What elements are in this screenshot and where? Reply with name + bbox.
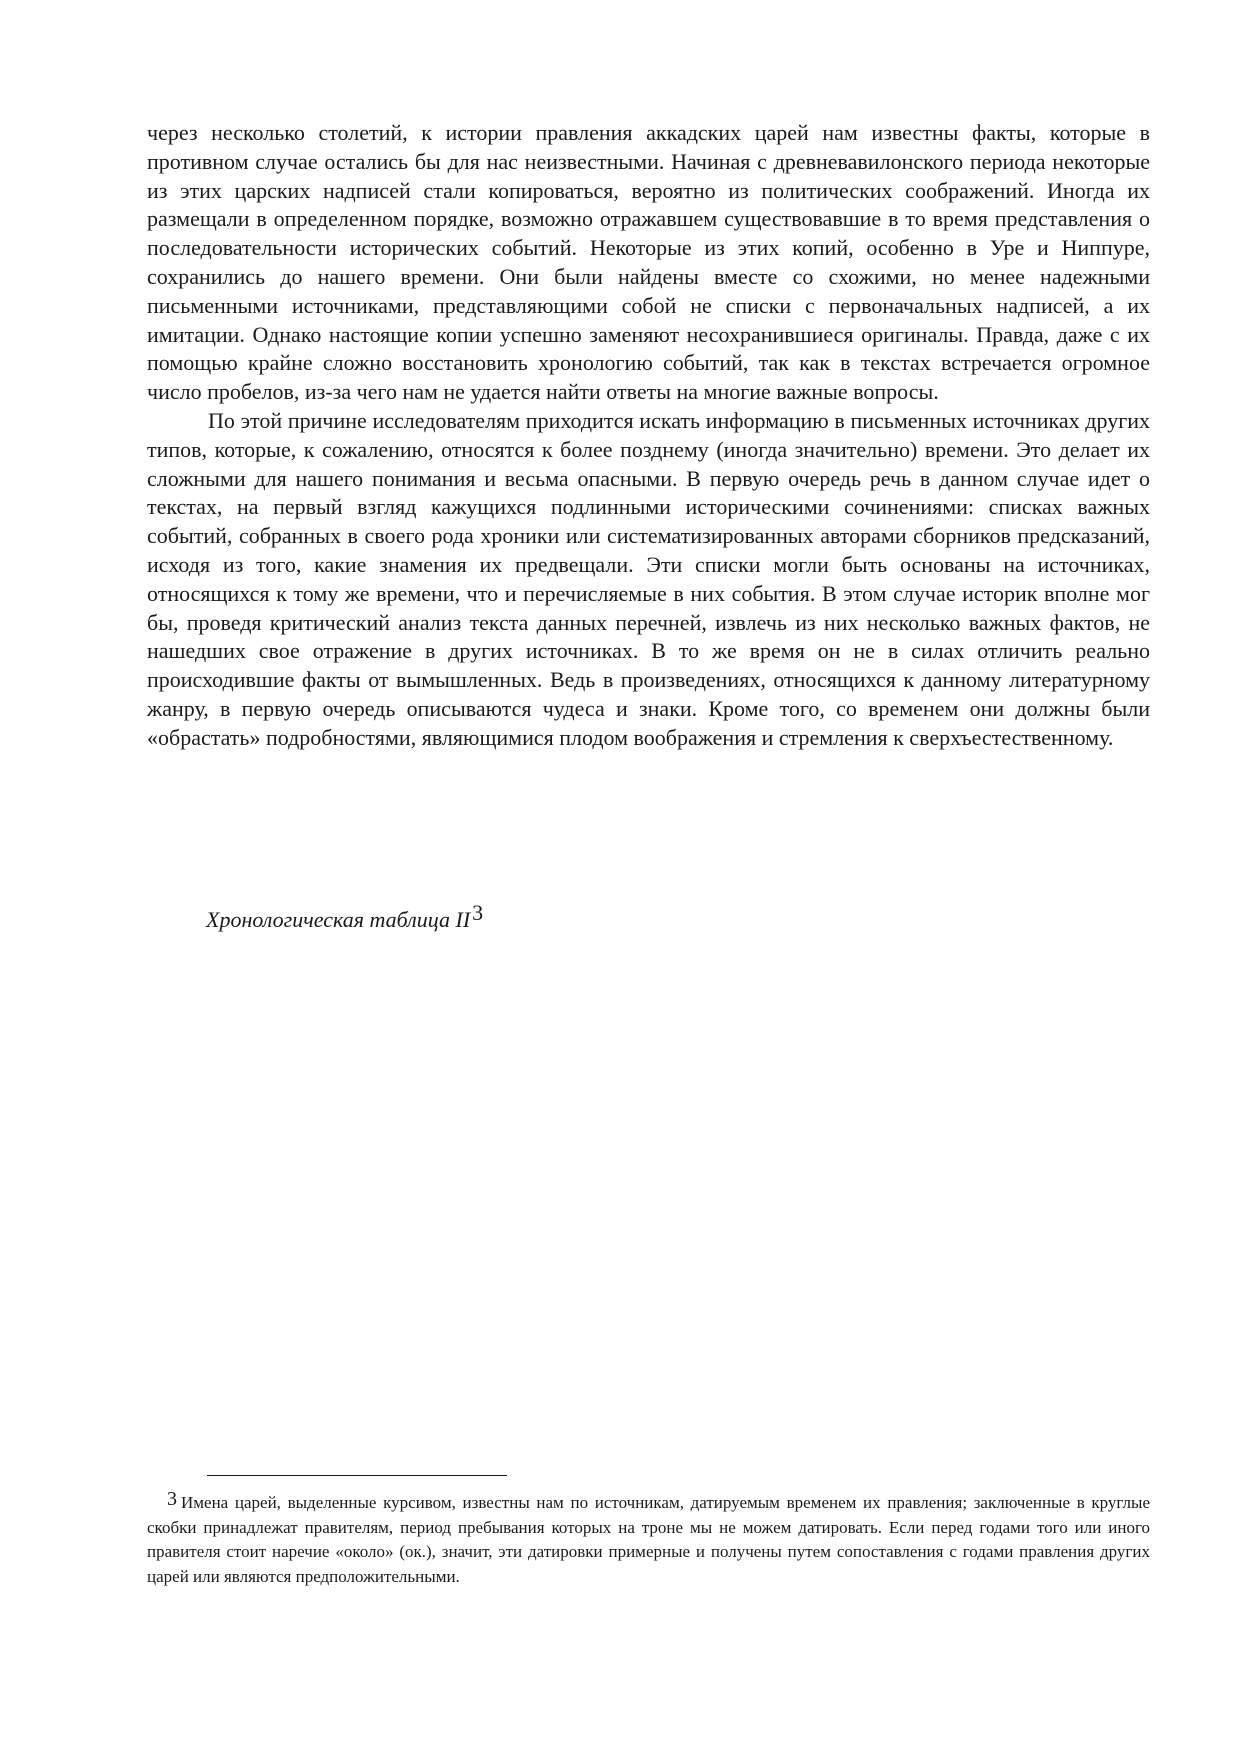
footnote-separator bbox=[207, 1475, 507, 1476]
footnote bbox=[147, 1487, 1150, 1589]
body-text bbox=[147, 119, 1150, 753]
footnote-text: Имена царей, выделенные курсивом, известны нам по источникам, датируемым временем их правления; заключенные в круглые скобки принадлежат правителям, период пребывания которых на троне мы не можем датировать. Если перед годами того или иного правителя стоит наречие «около» (ок.), значит, эти датировки примерные и получены путем сопоставления с годами правления других царей или являются предположительными. bbox=[147, 1493, 1150, 1586]
table-heading-title: Хронологическая таблица II bbox=[206, 907, 471, 932]
footnote-reference[interactable]: 3 bbox=[472, 900, 484, 925]
paragraph-continuation: через несколько столетий, к истории правления аккадских царей нам известны факты, которые в противном случае остались бы для нас неизвестными. Начиная с древневавилонского периода некоторые из этих царских надписей стали копироваться, вероятно из политических соображений. Иногда их размещали в определенном порядке, возможно отражавшем существовавшие в то время представления о последовательности исторических событий. Некоторые из этих копий, особенно в Уре и Ниппуре, сохранились до нашего времени. Они были найдены вместе со схожими, но менее надежными письменными источниками, представляющими собой не списки с первоначальных надписей, а их имитации. Однако настоящие копии успешно заменяют несохранившиеся оригиналы. Правда, даже с их помощью крайне сложно восстановить хронологию событий, так как в текстах встречается огромное число пробелов, из-за чего нам не удается найти ответы на многие важные вопросы. bbox=[147, 120, 1150, 405]
footnote-marker: 3 bbox=[167, 1488, 177, 1510]
chronological-table-heading bbox=[206, 899, 483, 934]
paragraph: По этой причине исследователям приходится искать информацию в письменных источниках других типов, которые, к сожалению, относятся к более позднему (иногда значительно) времени. Это делает их сложными для нашего понимания и весьма опасными. В первую очередь речь в данном случае идет о текстах, на первый взгляд кажущихся подлинными историческими сочинениями: списках важных событий, собранных в своего рода хроники или систематизированных авторами сборников предсказаний, исходя из того, какие знамения их предвещали. Эти списки могли быть основаны на источниках, относящихся к тому же времени, что и перечисляемые в них события. В этом случае историк вполне мог бы, проведя критический анализ текста данных перечней, извлечь из них несколько важных фактов, не нашедших свое отражение в других источниках. В то же время он не в силах отличить реально происходившие факты от вымышленных. Ведь в произведениях, относящихся к данному литературному жанру, в первую очередь описываются чудеса и знаки. Кроме того, со временем они должны были «обрастать» подробностями, являющимися плодом воображения и стремления к сверхъестественному. bbox=[147, 407, 1150, 750]
